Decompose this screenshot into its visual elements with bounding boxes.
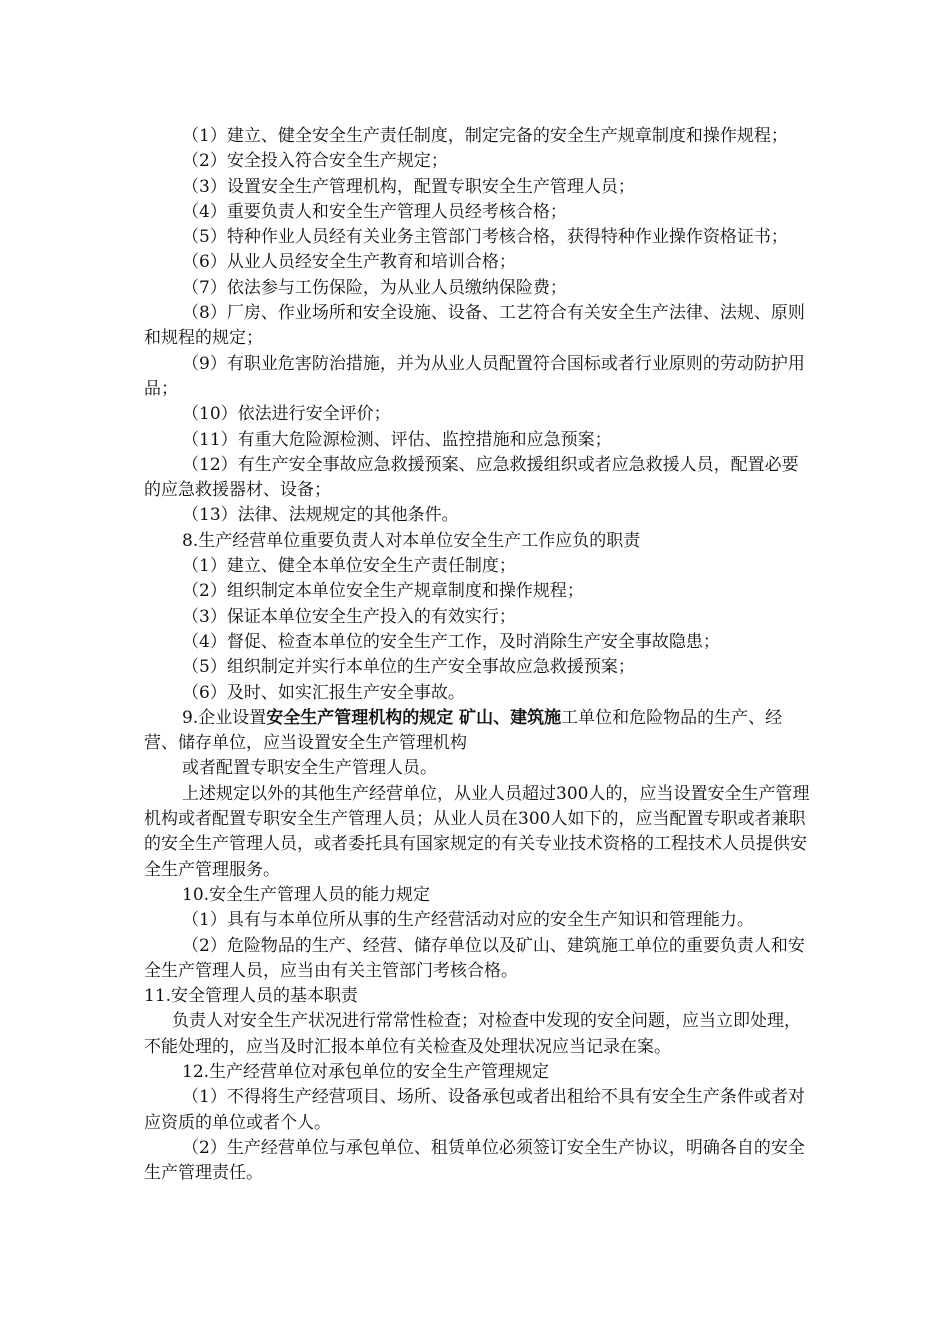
paragraph: （1）不得将生产经营项目、场所、设备承包或者出租给不具有安全生产条件或者对应资质的单位或者个人。 — [144, 1087, 805, 1133]
paragraph: （2）安全投入符合安全生产规定； — [182, 151, 448, 172]
paragraph-9-rest: 工单位和危险物品的生产、经营、储存单位，应当设置安全生产管理机构 — [144, 707, 783, 754]
paragraph: （4）重要负责人和安全生产管理人员经考核合格； — [182, 201, 567, 222]
paragraph-group-1 — [144, 124, 814, 706]
paragraph: 11.安全管理人员的基本职责 — [144, 986, 359, 1007]
paragraph-9-lead: 9.企业设置 — [182, 707, 267, 728]
document-page — [144, 124, 814, 1186]
paragraph: （6）从业人员经安全生产教育和培训合格； — [182, 252, 516, 273]
paragraph: 12.生产经营单位对承包单位的安全生产管理规定 — [182, 1061, 550, 1082]
paragraph-9 — [144, 706, 814, 757]
paragraph: （3）保证本单位安全生产投入的有效实行； — [182, 606, 516, 627]
paragraph: （7）依法参与工伤保险，为从业人员缴纳保险费； — [182, 277, 567, 298]
paragraph: （2）危险物品的生产、经营、储存单位以及矿山、建筑施工单位的重要负责人和安全生产管理人员，应当由有关主管部门考核合格。 — [144, 935, 805, 981]
paragraph: （5）组织制定并实行本单位的生产安全事故应急救援预案； — [182, 657, 635, 678]
paragraph: 10.安全生产管理人员的能力规定 — [182, 884, 431, 905]
paragraph-9-bold: 安全生产管理机构的规定 矿山、建筑施 — [266, 707, 562, 728]
paragraph: （12）有生产安全事故应急救援预案、应急救援组织或者应急救援人员，配置必要的应急救援器材、设备； — [144, 454, 799, 501]
paragraph: （1）建立、健全本单位安全生产责任制度； — [182, 556, 516, 577]
paragraph: （3）设置安全生产管理机构，配置专职安全生产管理人员； — [182, 176, 635, 197]
paragraph-group-2 — [144, 756, 814, 1186]
paragraph: 上述规定以外的其他生产经营单位，从业人员超过300人的，应当设置安全生产管理机构或者配置专职安全生产管理人员；从业人员在300人如下的，应当配置专职或者兼职的安全生产管理人员，或者委托具有国家规定的有关专业技术资格的工程技术人员提供安全生产管理服务。 — [144, 783, 810, 880]
paragraph: （5）特种作业人员经有关业务主管部门考核合格，获得特种作业操作资格证书； — [182, 227, 788, 248]
paragraph: 或者配置专职安全生产管理人员。 — [182, 758, 437, 779]
paragraph: （13）法律、法规规定的其他条件。 — [182, 505, 459, 526]
paragraph: （10）依法进行安全评价； — [182, 404, 391, 425]
paragraph: （2）组织制定本单位安全生产规章制度和操作规程； — [182, 581, 584, 602]
paragraph: （1）建立、健全安全生产责任制度，制定完备的安全生产规章制度和操作规程； — [182, 126, 788, 146]
paragraph: 负责人对安全生产状况进行常常性检查；对检查中发现的安全问题，应当立即处理，不能处理的，应当及时汇报本单位有关检查及处理状况应当记录在案。 — [144, 1011, 801, 1057]
paragraph: （9）有职业危害防治措施，并为从业人员配置符合国标或者行业原则的劳动防护用品； — [144, 353, 805, 399]
paragraph: （6）及时、如实汇报生产安全事故。 — [182, 682, 465, 703]
paragraph: （4）督促、检查本单位的安全生产工作，及时消除生产安全事故隐患； — [182, 631, 720, 652]
paragraph: （11）有重大危险源检测、评估、监控措施和应急预案； — [182, 429, 612, 450]
paragraph: （8）厂房、作业场所和安全设施、设备、工艺符合有关安全生产法律、法规、原则和规程的规定； — [144, 303, 805, 349]
paragraph: （2）生产经营单位与承包单位、租赁单位必须签订安全生产协议，明确各自的安全生产管理责任。 — [144, 1137, 805, 1184]
paragraph: （1）具有与本单位所从事的生产经营活动对应的安全生产知识和管理能力。 — [182, 910, 754, 931]
paragraph: 8.生产经营单位重要负责人对本单位安全生产工作应负的职责 — [182, 530, 641, 551]
